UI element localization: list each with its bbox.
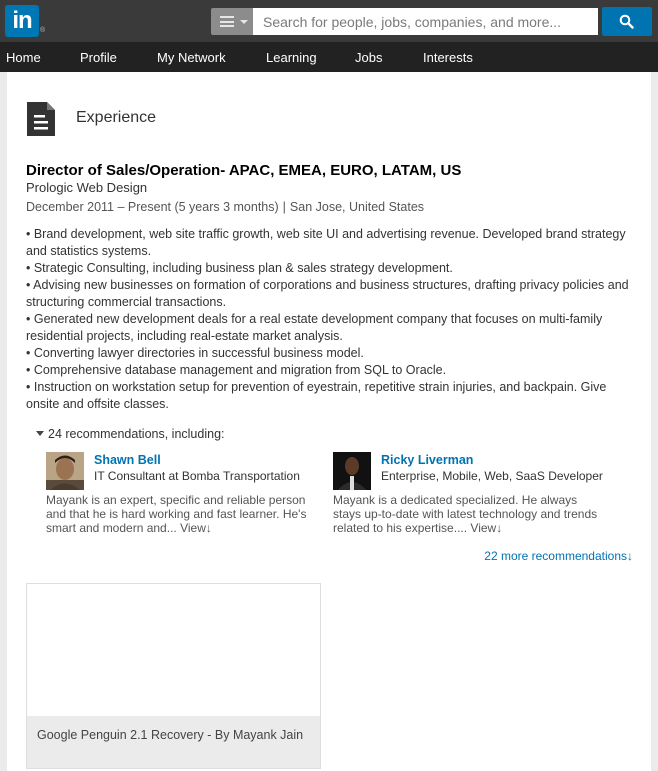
media-caption: Google Penguin 2.1 Recovery - By Mayank Jain xyxy=(27,716,320,768)
more-recommendations-link[interactable]: 22 more recommendations↓ xyxy=(484,549,633,563)
nav-learning[interactable]: Learning xyxy=(266,50,317,65)
separator: | xyxy=(282,200,286,214)
recommendations-count: 24 recommendations, including: xyxy=(48,427,225,441)
recommender-name[interactable]: Shawn Bell xyxy=(94,453,161,467)
recommendation-text xyxy=(333,493,608,535)
view-more-link[interactable]: View↓ xyxy=(180,521,212,535)
recommendation-quote: Mayank is an expert, specific and reliable person and that he is hard working and fast learner. He's smart and modern and... xyxy=(46,493,307,535)
section-heading: Experience xyxy=(76,109,157,126)
experience-card xyxy=(7,72,651,771)
recommender-role: IT Consultant at Bomba Transportation xyxy=(94,469,300,483)
avatar[interactable] xyxy=(333,452,371,490)
registered-mark: ® xyxy=(40,27,46,34)
nav-profile[interactable]: Profile xyxy=(80,50,117,65)
description-line: • Strategic Consulting, including business plan & sales strategy development. xyxy=(26,261,453,275)
nav-jobs[interactable]: Jobs xyxy=(355,50,383,65)
menu-icon xyxy=(220,16,234,27)
caret-down-icon xyxy=(240,20,248,24)
job-location: San Jose, United States xyxy=(289,200,425,214)
job-dates: December 2011 – Present (5 years 3 months) xyxy=(26,200,279,214)
recommender-name[interactable]: Ricky Liverman xyxy=(381,453,474,467)
caret-down-icon xyxy=(36,431,44,436)
document-icon xyxy=(27,102,55,136)
nav-home[interactable]: Home xyxy=(6,50,41,65)
search-button[interactable] xyxy=(602,7,652,36)
recommendations-toggle[interactable] xyxy=(36,427,225,441)
description-line: • Generated new development deals for a real estate development company that focuses on multi-family residential projects, including real-estate market analysis. xyxy=(26,312,603,343)
recommender-role: Enterprise, Mobile, Web, SaaS Developer xyxy=(381,469,603,483)
nav-bar xyxy=(0,42,658,72)
job-dates-location xyxy=(26,200,424,214)
company-name: Prologic Web Design xyxy=(26,180,148,195)
search-category-dropdown[interactable] xyxy=(211,8,253,35)
view-more-link[interactable]: View↓ xyxy=(470,521,503,535)
description-line: • Instruction on workstation setup for prevention of eyestrain, repetitive strain injuries, and backpain. Give onsite and offsite classes. xyxy=(26,380,607,411)
description-line: • Advising new businesses on formation of corporations and business structures, drafting privacy policies and structuring commercial transactions. xyxy=(26,278,629,309)
description-line: • Comprehensive database management and migration from SQL to Oracle. xyxy=(26,363,447,377)
nav-my-network[interactable]: My Network xyxy=(157,50,226,65)
job-description xyxy=(26,226,636,413)
top-bar xyxy=(0,0,658,42)
search-icon xyxy=(619,14,634,29)
avatar[interactable] xyxy=(46,452,84,490)
description-line: • Converting lawyer directories in successful business model. xyxy=(26,346,364,360)
description-line: • Brand development, web site traffic growth, web site UI and advertising revenue. Developed brand strategy and statistics systems. xyxy=(26,227,626,258)
nav-interests[interactable]: Interests xyxy=(423,50,473,65)
recommendation-quote: Mayank is a dedicated specialized. He always stays up-to-date with latest technology and trends related to his expertise.... xyxy=(333,493,598,535)
linkedin-logo[interactable]: in xyxy=(5,5,39,37)
recommendation-text xyxy=(46,493,321,535)
media-attachment[interactable] xyxy=(26,583,321,769)
search-input[interactable] xyxy=(253,8,598,35)
job-title: Director of Sales/Operation- APAC, EMEA, EURO, LATAM, US xyxy=(26,162,462,179)
